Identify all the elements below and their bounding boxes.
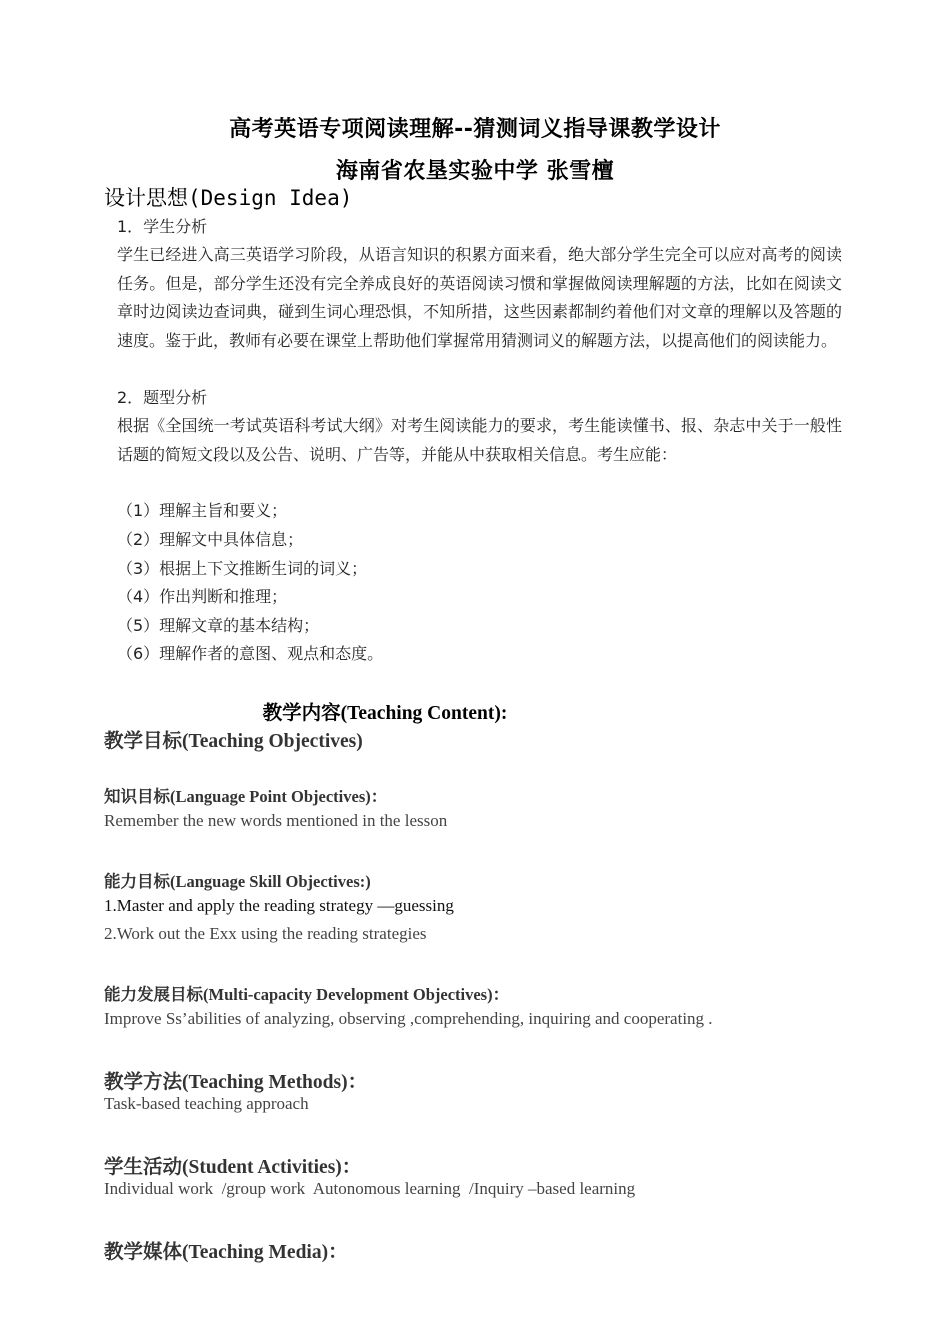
development-objectives-text: Improve Ss’abilities of analyzing, observing ,comprehending, inquiring and cooperating . bbox=[104, 1009, 713, 1028]
document-title: 高考英语专项阅读理解--猜测词义指导课教学设计 bbox=[229, 117, 721, 142]
student-activities-heading: 学生活动(Student Activities)： bbox=[104, 1157, 362, 1178]
ability-item: （3）根据上下文推断生词的词义； bbox=[117, 559, 368, 578]
ability-item: （2）理解文中具体信息； bbox=[117, 530, 304, 549]
student-activities-text: Individual work /group work Autonomous learning /Inquiry –based learning bbox=[104, 1179, 636, 1198]
ability-item: （6）理解作者的意图、观点和态度。 bbox=[117, 644, 384, 663]
design-idea-heading: 设计思想(Design Idea) bbox=[104, 186, 353, 210]
ability-item: （1）理解主旨和要义； bbox=[117, 501, 288, 520]
question-analysis-title: 2．题型分析 bbox=[117, 388, 208, 407]
teaching-objectives-heading: 教学目标(Teaching Objectives) bbox=[104, 731, 363, 752]
development-objectives-heading: 能力发展目标(Multi-capacity Development Objectives)： bbox=[104, 985, 510, 1004]
author-line: 海南省农垦实验中学 张雪檀 bbox=[335, 159, 615, 184]
skill-objective-item: 1.Master and apply the reading strategy —guessing bbox=[104, 896, 454, 915]
ability-item: （4）作出判断和推理； bbox=[117, 587, 288, 606]
student-analysis-title: 1．学生分析 bbox=[117, 217, 208, 236]
knowledge-objectives-text: Remember the new words mentioned in the lesson bbox=[104, 811, 448, 830]
student-analysis-text: 学生已经进入高三英语学习阶段，从语言知识的积累方面来看，绝大部分学生完全可以应对高考的阅读任务。但是，部分学生还没有完全养成良好的英语阅读习惯和掌握做阅读理解题的方法，比如在阅读文章时边阅读边查词典，碰到生词心理恐惧，不知所措，这些因素都制约着他们对文章的理解以及答题的速度。鉴于此，教师有必要在课堂上帮助他们掌握常用猜测词义的解题方法，以提高他们的阅读能力。 bbox=[117, 245, 842, 350]
teaching-media-heading: 教学媒体(Teaching Media)： bbox=[104, 1242, 348, 1263]
teaching-methods-text: Task-based teaching approach bbox=[104, 1094, 309, 1113]
skill-objective-item: 2.Work out the Exx using the reading strategies bbox=[104, 924, 427, 943]
teaching-methods-heading: 教学方法(Teaching Methods)： bbox=[104, 1072, 368, 1093]
ability-item: （5）理解文章的基本结构； bbox=[117, 616, 320, 635]
knowledge-objectives-heading: 知识目标(Language Point Objectives)： bbox=[104, 787, 388, 806]
teaching-content-heading: 教学内容(Teaching Content): bbox=[262, 703, 508, 724]
skill-objectives-heading: 能力目标(Language Skill Objectives:) bbox=[104, 872, 371, 891]
question-analysis-text: 根据《全国统一考试英语科考试大纲》对考生阅读能力的要求，考生能读懂书、报、杂志中关于一般性话题的简短文段以及公告、说明、广告等，并能从中获取相关信息。考生应能： bbox=[117, 416, 842, 464]
